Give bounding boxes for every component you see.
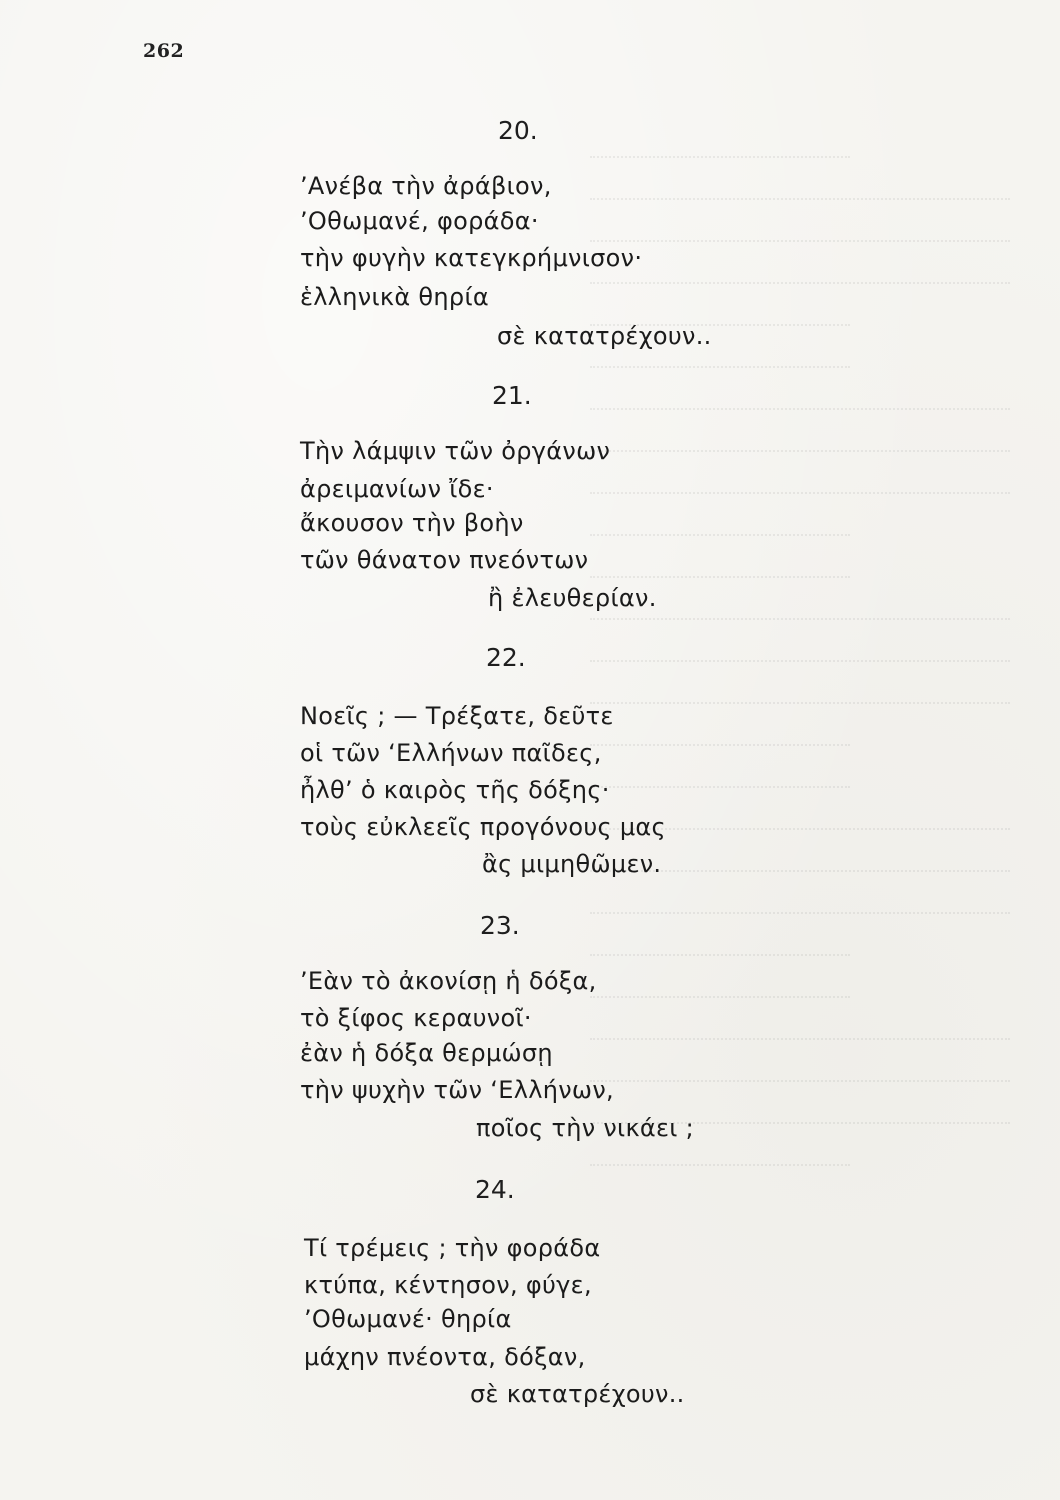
verse-line: τῶν θάνατον πνεόντων [300,546,589,574]
verse-line: ἀρειμανίων ἴδε· [300,475,494,503]
verse-line: ἄκουσον τὴν βοὴν [300,509,524,537]
verse-line: σὲ κατατρέχουν.. [470,1380,685,1408]
verse-line: ἦλθ’ ὁ καιρὸς τῆς δόξης· [300,776,610,804]
verse-line: οἱ τῶν ‘Ελλήνων παῖδες, [300,739,602,767]
stanza-number: 23. [480,911,520,940]
verse-line: ’Οθωμανέ· θηρία [304,1305,512,1333]
verse-line: Νοεῖς ; — Τρέξατε, δεῦτε [300,702,614,730]
verse-line: ’Εὰν τὸ ἀκονίσῃ ἡ δόξα, [300,967,597,995]
verse-line: κτύπα, κέντησον, φύγε, [304,1271,592,1299]
verse-line: μάχην πνέοντα, δόξαν, [304,1343,586,1371]
verse-line: σὲ κατατρέχουν.. [497,322,712,350]
verse-line: Τί τρέμεις ; τὴν φοράδα [304,1234,601,1262]
verse-line: ’Οθωμανέ, φοράδα· [300,207,539,235]
verse-line: ἑλληνικὰ θηρία [300,283,489,311]
stanza-number: 21. [492,381,532,410]
verse-line: τὸ ξίφος κεραυνοῖ· [300,1004,532,1032]
verse-line: ’Ανέβα τὴν ἀράβιον, [300,172,552,200]
page-number: 262 [143,40,185,62]
verse-line: τοὺς εὐκλεεῖς προγόνους μας [300,813,666,841]
verse-line: ἂς μιμηθῶμεν. [482,850,662,878]
bleed-through-text [590,120,1060,1450]
verse-line: τὴν ψυχὴν τῶν ‘Ελλήνων, [300,1076,614,1104]
stanza-number: 22. [486,643,526,672]
verse-line: ἢ ἐλευθερίαν. [488,584,657,612]
verse-line: ἐὰν ἡ δόξα θερμώσῃ [300,1039,553,1067]
verse-line: Τὴν λάμψιν τῶν ὀργάνων [300,437,611,465]
stanza-number: 24. [475,1175,515,1204]
stanza-number: 20. [498,116,538,145]
verse-line: ποῖος τὴν νικάει ; [476,1114,695,1142]
verse-line: τὴν φυγὴν κατεγκρήμνισον· [300,244,643,272]
